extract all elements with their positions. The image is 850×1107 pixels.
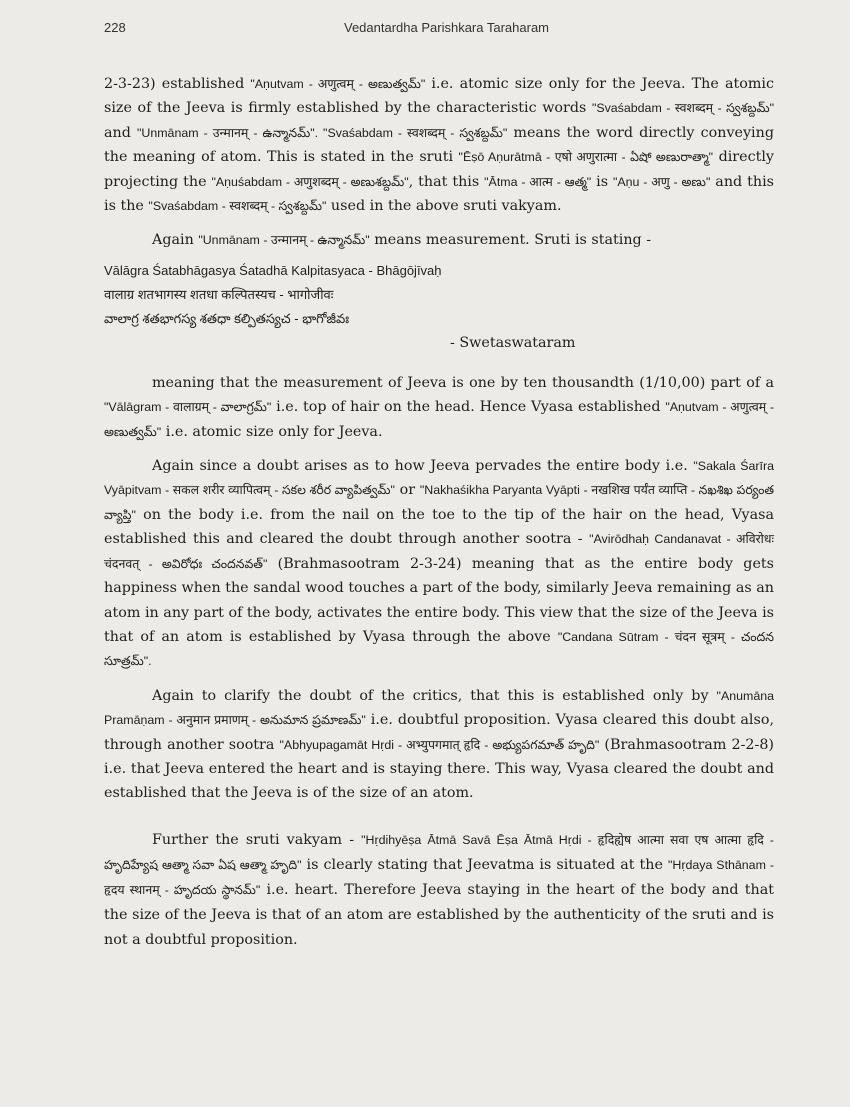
term: "Hṛdaya Sthānam - हृदय स्थानम् - హృదయ స్థానమ్" xyxy=(104,857,774,897)
term: "Aṇuśabdam - अणुशब्दम् - అణుశబ్దమ్" xyxy=(211,174,409,189)
term: "Aṇutvam - अणुत्वम् - అణుత్వమ్" xyxy=(250,77,426,91)
text: i.e. doubtful proposition. Vyasa cleared this doubt also, through another sootra xyxy=(104,712,774,753)
verse-source: - Swetaswataram xyxy=(450,334,576,351)
page-body xyxy=(104,72,774,953)
term: "Vālāgram - वालाग्रम् - వాలాగ్రమ్" xyxy=(104,400,272,415)
term: "Ēṣō Aṇurātmā - एषो अणुरात्मा - ఏషో అణురాత్మా" xyxy=(458,150,714,165)
text: used in the above sruti vakyam. xyxy=(326,198,562,215)
text: Again xyxy=(152,232,199,249)
text: Again since a doubt arises as to how Jeeva pervades the entire body i.e. xyxy=(152,458,694,475)
text: 2-3-23) established xyxy=(104,76,251,92)
term: "Aṇu - अणु - అణు" xyxy=(613,174,711,189)
verse-telugu: వాలాగ్ర శతభాగస్య శతధా కల్పితస్యచ - భాగోజీవః xyxy=(104,310,350,326)
text: and xyxy=(104,124,137,141)
term: "Unmānam - उन्मानम् - ఉన్మానమ్". "Svaśabdam - स्वशब्दम् - స్వశబ్దమ్" xyxy=(137,125,508,140)
paragraph-hrdaya xyxy=(104,828,774,953)
term: "Nakhaśikha Paryanta Vyāpti - नखशिख पर्यंत व्याप्ति - నఖశిఖ పర్యంత వ్యాప్తి" xyxy=(104,483,774,522)
text: means the word directly conveying the meaning of atom. This is stated in the sruti xyxy=(104,124,774,166)
text: i.e. heart. Therefore Jeeva staying in the heart of the body and that the size of the Jeeva is that of an atom are established by the authenticity of the sruti and is not a doubtful proposition. xyxy=(104,881,774,948)
term: "Ātma - आत्म - ఆత్మ" xyxy=(484,174,592,189)
term: "Svaśabdam - स्वशब्दम् - స్వశబ్దమ్" xyxy=(591,101,774,116)
page-number: 228 xyxy=(104,20,126,35)
term: "Avirōdhaḥ Candanavat - अविरोधः चंदनवत् - అవిరోధః చందనవత్" xyxy=(104,532,774,571)
term: "Candana Sūtram - चंदन सूत्रम् - చందన సూత్రమ్". xyxy=(104,629,774,669)
text: i.e. top of hair on the head. Hence Vyasa established xyxy=(271,399,666,416)
paragraph-candana-sutram xyxy=(104,454,774,674)
text: (Brahmasootram 2-3-24) meaning that as the entire body gets happiness when the sandal wood touches a part of the body, similarly Jeeva remaining as an atom in any part of the body, activates the entire body. This view that the size of the Jeeva is that of an atom is established by Vyasa through the above xyxy=(104,555,774,645)
paragraph-unmanam xyxy=(104,228,774,252)
term: "Anumāna Pramāṇam - अनुमान प्रमाणम् - అనుమాన ప్రమాణమ్" xyxy=(104,688,774,728)
term: "Aṇutvam - अणुत्वम् - అణుత్వమ్" xyxy=(104,400,775,439)
text: Further the sruti vakyam - xyxy=(152,831,362,848)
text: is xyxy=(591,173,613,190)
term: "Svaśabdam - स्वशब्दम् - స్వశబ్దమ్" xyxy=(148,199,327,214)
term: "Sakala Śarīra Vyāpitvam - सकल शरीर व्यापित्वम् - సకల శరీర వ్యాపిత్వమ్" xyxy=(104,459,774,498)
verse-devanagari: वालाग्र शतभागस्य शतधा कल्पितस्यच - भागोजीवः xyxy=(104,286,334,302)
text: meaning that the measurement of Jeeva is one by ten thousandth (1/10,00) part of a xyxy=(152,374,774,391)
text: on the body i.e. from the nail on the toe to the tip of the hair on the head, Vyasa established this and cleared the doubt through another sootra - xyxy=(104,506,774,548)
paragraph-measurement xyxy=(104,371,774,444)
text: and this is the xyxy=(104,173,774,215)
text: (Brahmasootram 2-2-8) i.e. that Jeeva entered the heart and is staying there. This way, Vyasa cleared the doubt and established that the Jeeva is of the size of an atom. xyxy=(104,736,775,802)
text: i.e. atomic size only for Jeeva. xyxy=(161,423,383,440)
paragraph-anumana xyxy=(104,684,774,806)
running-title: Vedantardha Parishkara Taraharam xyxy=(344,20,549,35)
text: means measurement. Sruti is stating - xyxy=(369,232,652,249)
term: "Abhyupagamāt Hṛdi - अभ्युपगमात् हृदि - అభ్యుపగమాత్ హృది" xyxy=(279,737,600,752)
text: i.e. atomic size only for the Jeeva. The atomic size of the Jeeva is firmly established by the characteristic words xyxy=(104,76,774,117)
text: Again to clarify the doubt of the critics, that this is established only by xyxy=(152,687,717,704)
term: "Hṛdihyēṣa Ātmā Savā Ēṣa Ātmā Hṛdi - हृदिह्येष आत्मा सवा एष आत्मा हृदि - హృదిహ్యేష ఆత్మా సవా ఏష ఆత్మా హృది" xyxy=(104,832,774,872)
sruti-verse xyxy=(104,259,774,355)
page-header xyxy=(104,20,772,40)
text: directly projecting the xyxy=(104,149,774,190)
paragraph-aṇutvam xyxy=(104,72,774,218)
text: , that this xyxy=(408,173,485,190)
text: is clearly stating that Jeevatma is situated at the xyxy=(301,856,668,873)
text: or xyxy=(394,482,420,499)
term: "Unmānam - उन्मानम् - ఉన్మానమ్" xyxy=(198,233,370,248)
verse-roman: Vālāgra Śatabhāgasya Śatadhā Kalpitasyaca - Bhāgōjīvaḥ xyxy=(104,262,442,278)
